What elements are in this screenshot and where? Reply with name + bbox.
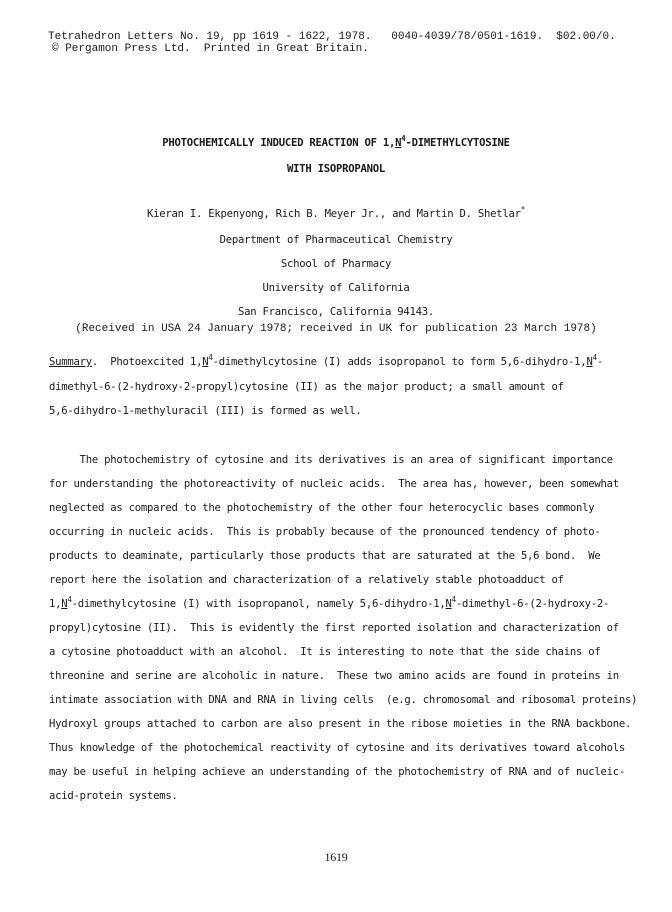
received-dates: (Received in USA 24 January 1978; received in UK for publication 23 March 1978) [75, 323, 597, 335]
body-line-13: Thus knowledge of the photochemical reactivity of cytosine and its derivatives toward alcohols [49, 742, 626, 754]
body-line-14: may be useful in helping achieve an understanding of the photochemistry of RNA and of nucleic- [49, 766, 626, 778]
body-line-11: intimate association with DNA and RNA in living cells (e.g. chromosomal and ribosomal proteins) [49, 694, 638, 706]
summary-line-1: Summary. Photoexcited $1,N^4$-dimethylcytosine (I) adds isopropanol to form $5,6-dihydro-1,N^4-$ [49, 353, 603, 368]
body-line-9: a cytosine photoadduct with an alcohol. It is interesting to note that the side chains of [49, 646, 601, 658]
summary-line-3: 5,6-dihydro-1-methyluracil (III) is formed as well. [49, 405, 362, 417]
body-line-15: acid-protein systems. [49, 790, 178, 802]
header-citation-line [48, 31, 616, 43]
body-line-8: propyl)cytosine (II). This is evidently the first reported isolation and characterization of [49, 622, 619, 634]
page-number: 1619 [324, 850, 348, 864]
affiliation-school: School of Pharmacy [280, 258, 392, 270]
summary-line-2: dimethyl-6-(2-hydroxy-2-propyl)cytosine (II) as the major product; a small amount of [49, 381, 564, 393]
body-line-10: threonine and serine are alcoholic in nature. These two amino acids are found in proteins in [49, 670, 619, 682]
affiliation-city: San Francisco, California 94143. [237, 306, 435, 318]
body-line-6: report here the isolation and characterization of a relatively stable photoadduct of [49, 574, 564, 586]
journal-citation: Tetrahedron Letters No. 19, pp 1619 - 1622, 1978. [48, 31, 372, 43]
article-price: $02.00/0. [556, 31, 616, 43]
affiliation-department: Department of Pharmaceutical Chemistry [219, 234, 453, 246]
corresponding-author-mark: * [520, 205, 526, 214]
article-code: 0040-4039/78/0501-1619. [391, 31, 544, 43]
body-line-4: occurring in nucleic acids. This is probably because of the pronounced tendency of photo- [49, 526, 601, 538]
body-line-1: The photochemistry of cytosine and its derivatives is an area of significant importance [49, 454, 613, 466]
article-title-line-1: PHOTOCHEMICALLY INDUCED REACTION OF $1,N^4$-DIMETHYLCYTOSINE [162, 134, 510, 149]
article-title-line-2: WITH ISOPROPANOL [286, 163, 386, 175]
body-line-5: products to deaminate, particularly those products that are saturated at the 5,6 bond. We [49, 550, 601, 562]
affiliation-university: University of California [262, 282, 410, 294]
body-line-3: neglected as compared to the photochemistry of the other four heterocyclic bases commonly [49, 502, 595, 514]
copyright-line: © Pergamon Press Ltd. Printed in Great Britain. [52, 43, 369, 55]
author-list: Kieran I. Ekpenyong, Rich B. Meyer Jr., and Martin D. Shetlar* [146, 205, 526, 220]
summary-label: Summary [49, 356, 92, 368]
body-line-7: $1,N^4$-dimethylcytosine (I) with isopropanol, namely $5,6-dihydro-1,N^4-dimethyl-6-(2-hydroxy-2-$ [49, 595, 610, 610]
body-line-2: for understanding the photoreactivity of nucleic acids. The area has, however, been somewhat [49, 478, 619, 490]
body-line-12: Hydroxyl groups attached to carbon are also present in the ribose moieties in the RNA backbone. [49, 718, 632, 730]
